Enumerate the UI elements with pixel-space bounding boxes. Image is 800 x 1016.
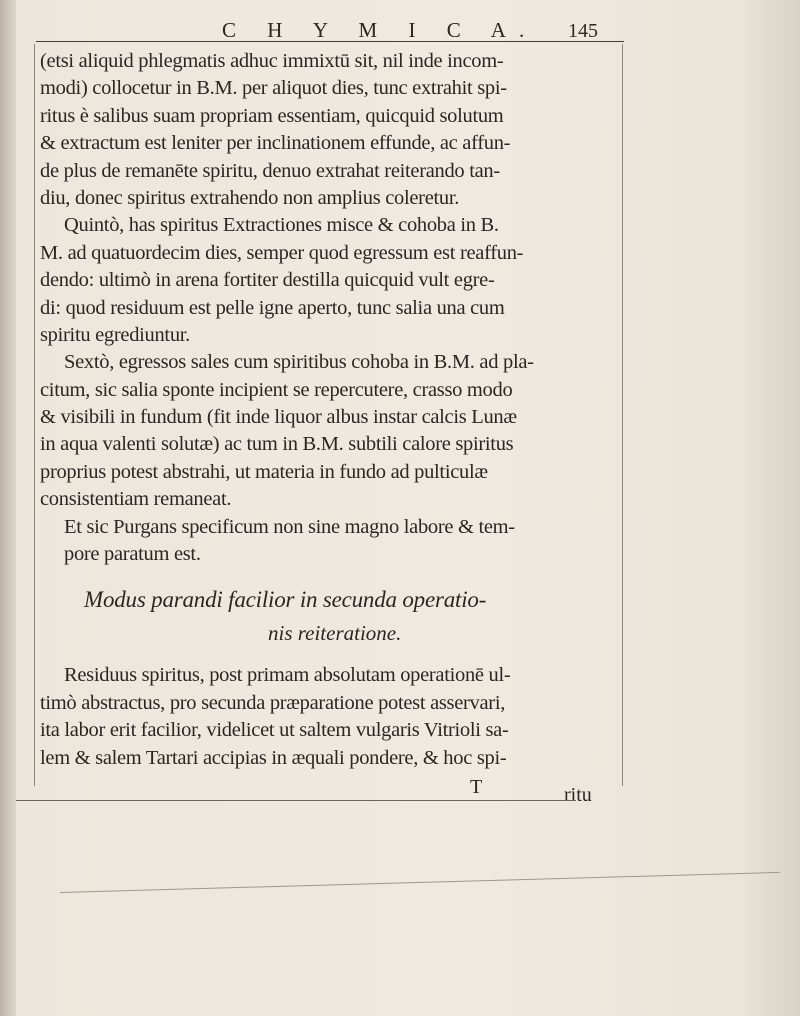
- running-head: [0, 18, 800, 52]
- text-line: Residuus spiritus, post primam absolutam operationē ul-: [64, 664, 511, 687]
- section-heading-line-2: nis reiteratione.: [268, 621, 402, 646]
- text-line: timò abstractus, pro secunda præparatione potest asservari,: [40, 691, 506, 714]
- signature-mark: T: [470, 776, 483, 798]
- paragraph-4: [40, 514, 630, 569]
- page-gutter: [0, 0, 16, 1016]
- text-line: lem & salem Tartari accipias in æquali pondere, & hoc spi-: [40, 746, 507, 769]
- text-line: M. ad quatuordecim dies, semper quod egressum est reaffun-: [40, 241, 524, 264]
- text-line: Quintò, has spiritus Extractiones misce & cohoba in B.: [64, 214, 499, 237]
- section-heading: [40, 582, 630, 648]
- text-line: Sextò, egressos sales cum spiritibus cohoba in B.M. ad pla-: [64, 351, 534, 374]
- text-line: de plus de remanēte spiritu, denuo extrahat reiterando tan-: [40, 159, 500, 182]
- text-line: ritus è salibus suam propriam essentiam, quicquid solutum: [40, 104, 504, 127]
- header-rule: [36, 41, 624, 42]
- text-line: diu, donec spiritus extrahendo non amplius coleretur.: [40, 186, 460, 209]
- paragraph-3: [40, 349, 630, 513]
- section-spacer: [40, 568, 630, 582]
- catchword: ritu: [564, 784, 592, 806]
- catchword-line: [470, 776, 620, 806]
- text-line: dendo: ultimò in arena fortiter destilla quicquid vult egre-: [40, 269, 495, 292]
- paragraph-1: [40, 48, 630, 212]
- text-line: di: quod residuum est pelle igne aperto, tunc salia una cum: [40, 296, 505, 319]
- section-heading-line-1: Modus parandi facilior in secunda operatio-: [84, 587, 487, 613]
- bottom-rule: [16, 800, 576, 801]
- text-line: Et sic Purgans specificum non sine magno labore & tem-: [64, 515, 515, 538]
- running-title: C H Y M I C A.: [222, 18, 538, 42]
- text-line: ita labor erit facilior, videlicet ut saltem vulgaris Vitrioli sa-: [40, 719, 509, 742]
- text-line: & visibili in fundum (fit inde liquor albus instar calcis Lunæ: [40, 406, 517, 429]
- text-frame-left-rule: [34, 44, 35, 786]
- text-line: proprius potest abstrahi, ut materia in fundo ad pulticulæ: [40, 460, 488, 483]
- text-line: (etsi aliquid phlegmatis adhuc immixtū sit, nil inde incom-: [40, 50, 504, 72]
- bleed-through-rule: [60, 872, 780, 893]
- text-line: pore paratum est.: [64, 543, 201, 566]
- paragraph-5: [40, 662, 630, 772]
- text-line: & extractum est leniter per inclinationem effunde, ac affun-: [40, 132, 511, 155]
- page-edge-shadow: [740, 0, 800, 1016]
- section-spacer: [40, 648, 630, 662]
- page-number: 145: [568, 20, 598, 42]
- text-block: [40, 48, 630, 772]
- text-line: in aqua valenti solutæ) ac tum in B.M. subtili calore spiritus: [40, 433, 514, 456]
- text-line: citum, sic salia sponte incipient se repercutere, crasso modo: [40, 378, 513, 401]
- text-line: spiritu egrediuntur.: [40, 323, 191, 346]
- text-line: modi) collocetur in B.M. per aliquot dies, tunc extrahit spi-: [40, 77, 507, 100]
- paragraph-2: [40, 212, 630, 349]
- text-line: consistentiam remaneat.: [40, 488, 232, 511]
